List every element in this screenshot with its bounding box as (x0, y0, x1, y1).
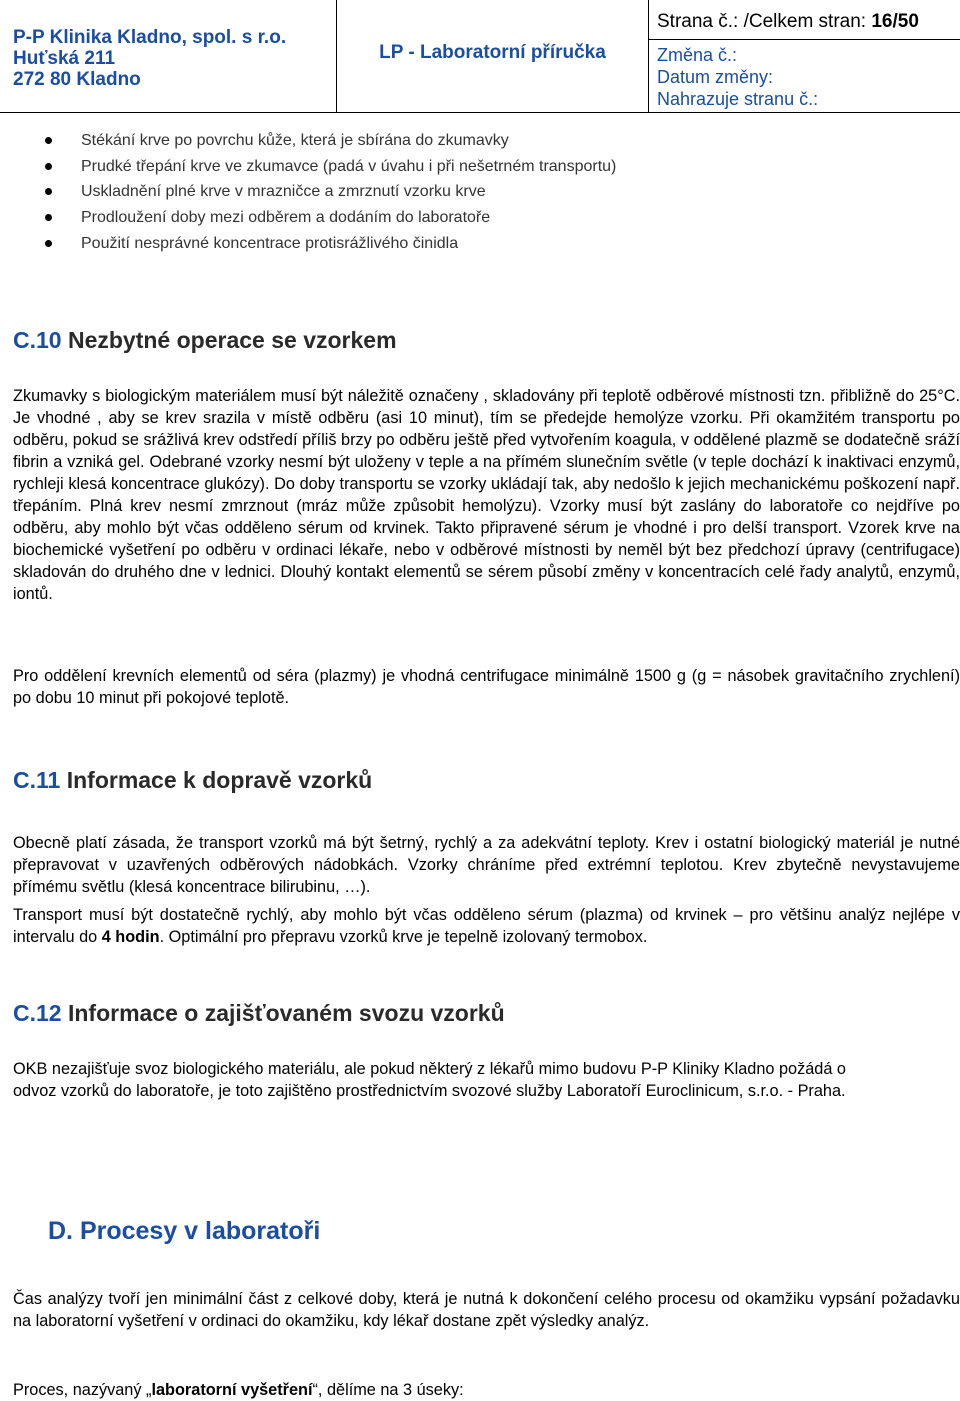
section-c10-paragraph-1: Zkumavky s biologickým materiálem musí být náležitě označeny , skladovány při teplotě odběrové místnosti tzn. přibližně do 25°C. Je vhodné , aby se krev srazila v místě odběru (asi 10 minut), tím se předejde hemolýze vzorku. Při okamžitém transportu po odběru, pokud se srážlivá krev odstředí příliš brzy po odběru ještě před vytvořením koagula, v oddělené plazmě se dodatečně sráží fibrin a vzniká gel. Odebrané vzorky nesmí být uloženy v teple a na přímém slunečním světle (v teple dochází k inaktivaci enzymů, rychleji klesá koncentrace glukózy). Do doby transportu se vzorky ukládají tak, aby nedošlo k jejich mechanickému poškození např. třepáním. Plná krev nesmí zmrznout (mráz může způsobit hemolýzu). Vzorky musí být zaslány do laboratoře co nejdříve po odběru, aby mohlo být včas odděleno sérum od krvinek. Takto připravené sérum je vhodné i pro delší transport. Vzorek krve na biochemické vyšetření po odběru v ordinaci lékaře, nebo v odběrové místnosti by neměl být bez předchozí úpravy (centrifugace) skladován do druhého dne v lednici. Dlouhý kontakt elementů se sérem působí změny v koncentracích celé řady analytů, enzymů, iontů. (13, 387, 960, 603)
section-d-paragraph-2: Proces, nazývaný „laboratorní vyšetření“, dělíme na 3 úseky: (13, 1381, 464, 1399)
change-label: Změna č.: (657, 45, 738, 65)
header-meta (649, 0, 960, 113)
page-label: Strana č.: /Celkem stran: (657, 11, 867, 32)
list-item: Prudké třepání krve ve zkumavce (padá v úvahu i při nešetrném transportu) (45, 154, 616, 180)
error-causes-list (45, 128, 616, 257)
document-title: LP - Laboratorní příručka (379, 42, 606, 63)
company-city: 272 80 Kladno (13, 69, 141, 90)
bullet-icon (45, 214, 52, 221)
section-c10-paragraph-2: Pro oddělení krevních elementů od séra (plazmy) je vhodná centrifugace minimálně 1500 g (g = násobek gravitačního zrychlení) po dobu 10 minut při pokojové teplotě. (13, 667, 960, 707)
section-heading-c11: C.11 Informace k dopravě vzorků (13, 767, 373, 793)
header-address (0, 0, 337, 113)
list-item: Prodloužení doby mezi odběrem a dodáním do laboratoře (45, 205, 616, 231)
section-c11-paragraph-2: Transport musí být dostatečně rychlý, aby mohlo být včas odděleno sérum (plazma) od krvinek – pro většinu analýz nejlépe v intervalu do 4 hodin. Optimální pro přepravu vzorků krve je tepelně izolovaný termobox. (13, 906, 960, 946)
company-name: P-P Klinika Kladno, spol. s r.o. (13, 27, 287, 48)
section-heading-c12: C.12 Informace o zajišťovaném svozu vzorků (13, 1000, 505, 1026)
list-item: Uskladnění plné krve v mrazničce a zmrznutí vzorku krve (45, 179, 616, 205)
page-value: 16/50 (871, 11, 919, 32)
page-counter (649, 0, 960, 40)
list-item: Stékání krve po povrchu kůže, která je sbírána do zkumavky (45, 128, 616, 154)
bullet-icon (45, 137, 52, 144)
bullet-icon (45, 188, 52, 195)
section-c12-paragraph-1: OKB nezajišťuje svoz biologického materiálu, ale pokud některý z lékařů mimo budovu P-P Kliniky Kladno požádá o odvoz vzorků do laboratoře, je toto zajištěno prostřednictvím svozové služby Laboratoří Euroclinicum, s.r.o. - Praha. (13, 1060, 846, 1100)
section-heading-d: D. Procesy v laboratoři (48, 1217, 321, 1245)
company-street: Huťská 211 (13, 48, 116, 69)
list-item: Použití nesprávné koncentrace protisrážlivého činidla (45, 231, 616, 257)
section-d-paragraph-1: Čas analýzy tvoří jen minimální část z celkové doby, která je nutná k dokončení celého procesu od okamžiku vypsání požadavku na laboratorní vyšetření v ordinaci do okamžiku, kdy lékař dostane zpět výsledky analýz. (13, 1290, 960, 1330)
section-heading-c10: C.10 Nezbytné operace se vzorkem (13, 327, 397, 353)
bullet-icon (45, 163, 52, 170)
bullet-icon (45, 240, 52, 247)
page-header (0, 0, 960, 113)
header-title-cell (337, 0, 649, 113)
replaces-label: Nahrazuje stranu č.: (657, 89, 819, 109)
date-label: Datum změny: (657, 67, 774, 87)
section-c11-paragraph-1: Obecně platí zásada, že transport vzorků má být šetrný, rychlý a za adekvátní teploty. Krev i ostatní biologický materiál je nutné přepravovat v uzavřených odběrových nádobkách. Vzorky chráníme před extrémní teplotou. Krev zbytečně nevystavujeme přímému světlu (klesá koncentrace bilirubinu, …). (13, 834, 960, 896)
